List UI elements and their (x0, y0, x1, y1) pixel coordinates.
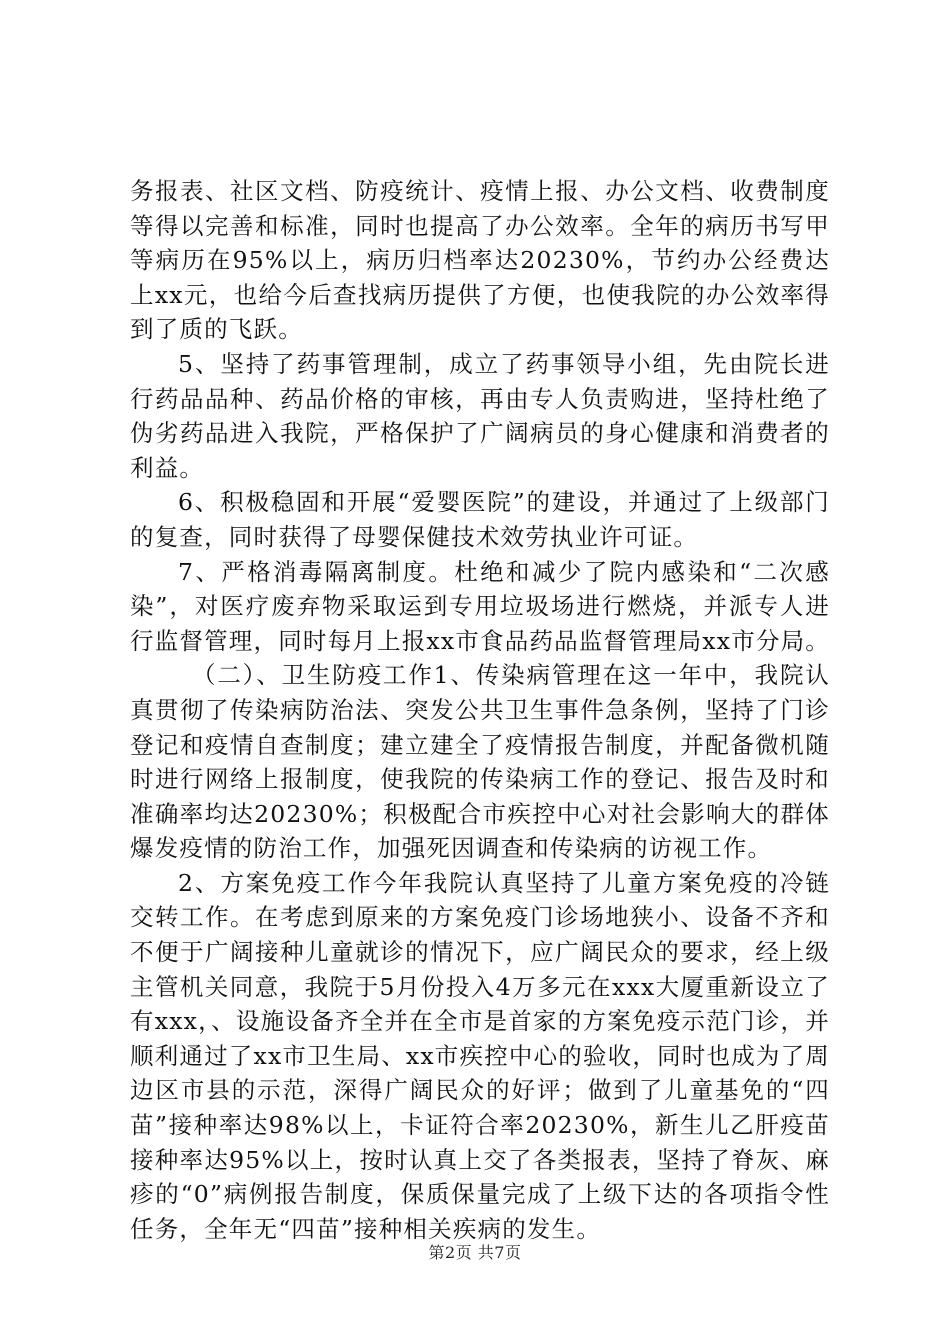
paragraph-epidemic-prevention: （二）、卫生防疫工作1、传染病管理在这一年中，我院认真贯彻了传染病防治法、突发公共卫生事件急条例，坚持了门诊登记和疫情自查制度；建立建全了疫情报告制度，并配备微机随时进行网络上报制度，使我院的传染病工作的登记、报告及时和准确率均达20230%；积极配合市疾控中心对社会影响大的群体爆发疫情的防治工作，加强死因调查和传染病的访视工作。 (130, 661, 830, 863)
paragraph-pharmacy-management: 5、坚持了药事管理制，成立了药事领导小组，先由院长进行药品品种、药品价格的审核，再由专人负责购进，坚持杜绝了伪劣药品进入我院，严格保护了广阔病员的身心健康和消费者的利益。 (130, 349, 830, 482)
paragraph-office-efficiency: 务报表、社区文档、防疫统计、疫情上报、办公文档、收费制度等得以完善和标准，同时也提高了办公效率。全年的病历书写甲等病历在95%以上，病历归档率达20230%，节约办公经费达上xx元，也给今后查找病历提供了方便，也使我院的办公效率得到了质的飞跃。 (130, 177, 830, 344)
page-number-footer: 第2页 共7页 (428, 1243, 522, 1262)
paragraph-immunization: 2、方案免疫工作今年我院认真坚持了儿童方案免疫的冷链交转工作。在考虑到原来的方案免疫门诊场地狭小、设备不齐和不便于广阔接种儿童就诊的情况下，应广阔民众的要求，经上级主管机关同意，我院于5月份投入4万多元在xxx大厦重新设立了有xxx，、设施设备齐全并在全市是首家的方案免疫示范门诊，并顺利通过了xx市卫生局、xx市疾控中心的验收，同时也成为了周边区市县的示范，深得广阔民众的好评；做到了儿童基免的“四苗”接种率达98%以上，卡证符合率20230%，新生儿乙肝疫苗接种率达95%以上，按时认真上交了各类报表，坚持了脊灰、麻疹的“0”病例报告制度，保质保量完成了上级下达的各项指令性任务，全年无“四苗”接种相关疾病的发生。 (130, 868, 831, 1243)
paragraph-disinfection-isolation: 7、严格消毒隔离制度。杜绝和减少了院内感染和“二次感染”，对医疗废弃物采取运到专用垃圾场进行燃烧，并派专人进行监督管理，同时每月上报xx市食品药品监督管理局xx市分局。 (130, 557, 831, 655)
paragraph-baby-friendly-hospital: 6、积极稳固和开展“爱婴医院”的建设，并通过了上级部门的复查，同时获得了母婴保健技术效劳执业许可证。 (130, 488, 830, 551)
document-body (130, 174, 830, 1246)
